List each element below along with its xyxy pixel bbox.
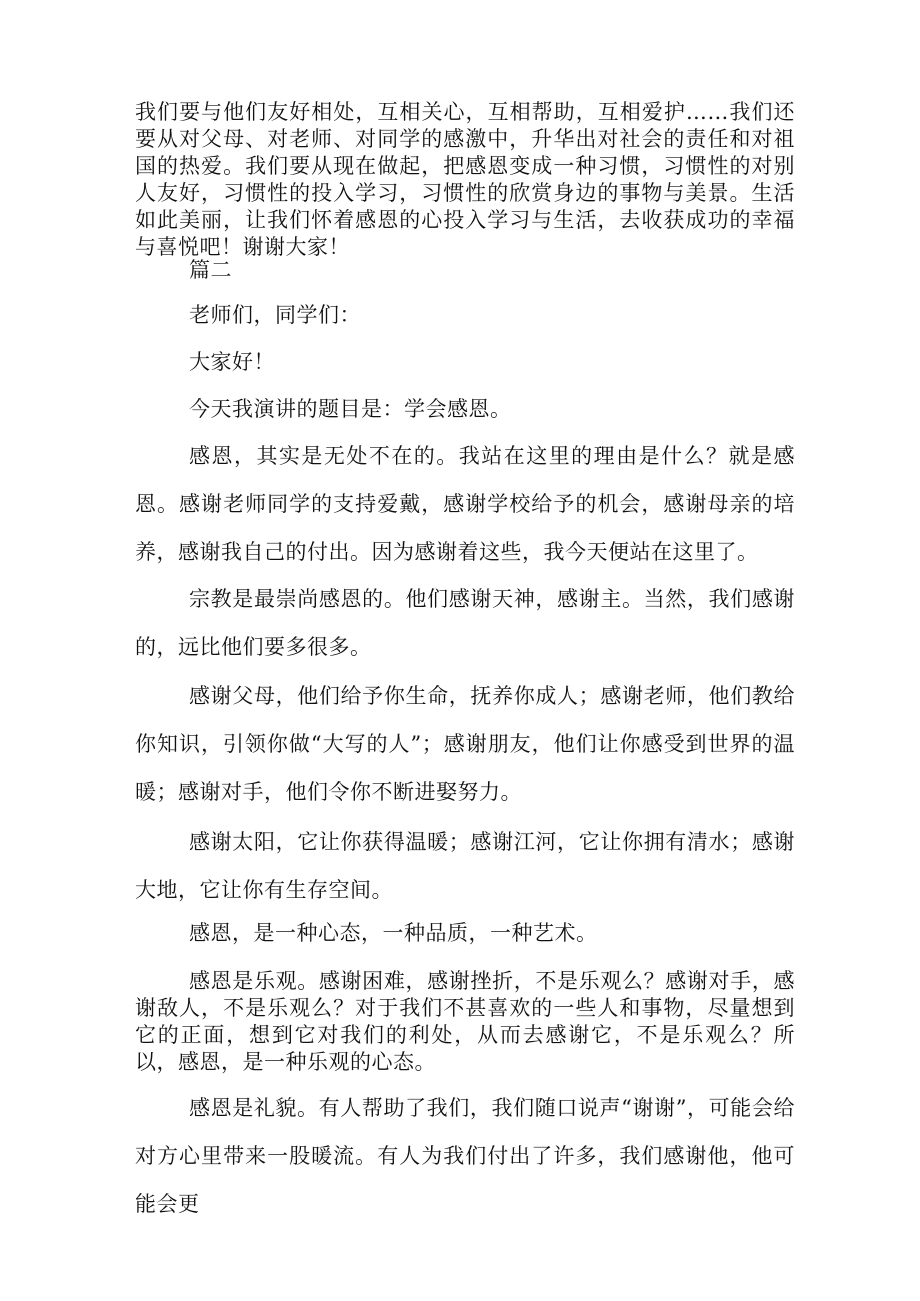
paragraph-courtesy: 感恩是礼貌。有人帮助了我们，我们随口说声“谢谢”，可能会给对方心里带来一股暖流。有人为我们付出了许多，我们感谢他，他可能会更 xyxy=(135,1096,795,1216)
greeting-audience: 老师们，同学们： xyxy=(189,303,361,327)
paragraph-gratitude-everywhere: 感恩，其实是无处不在的。我站在这里的理由是什么？就是感恩。感谢老师同学的支持爱戴，感谢学校给予的机会，感谢母亲的培养，感谢我自己的付出。因为感谢着这些，我今天便站在这里了。 xyxy=(135,444,795,564)
paragraph-thank-parents: 感谢父母，他们给予你生命，抚养你成人；感谢老师，他们教给你知识，引领你做“大写的人”；感谢朋友，他们让你感受到世界的温暖；感谢对手，他们令你不断进娶努力。 xyxy=(135,684,795,804)
speech-topic: 今天我演讲的题目是：学会感恩。 xyxy=(189,397,512,421)
paragraph-attitude: 感恩，是一种心态，一种品质，一种艺术。 xyxy=(189,921,598,945)
paragraph-thank-nature: 感谢太阳，它让你获得温暖；感谢江河，它让你拥有清水；感谢大地，它让你有生存空间。 xyxy=(135,830,795,902)
section-heading: 篇二 xyxy=(189,258,232,282)
paragraph-closing: 我们要与他们友好相处，互相关心，互相帮助，互相爱护……我们还要从对父母、对老师、对同学的感激中，升华出对社会的责任和对祖国的热爱。我们要从现在做起，把感恩变成一种习惯，习惯性的对别人友好，习惯性的投入学习，习惯性的欣赏身边的事物与美景。生活如此美丽，让我们怀着感恩的心投入学习与生活，去收获成功的幸福与喜悦吧！谢谢大家！ xyxy=(135,100,795,259)
paragraph-optimism: 感恩是乐观。感谢困难，感谢挫折，不是乐观么？感谢对手，感谢敌人，不是乐观么？对于我们不甚喜欢的一些人和事物，尽量想到它的正面，想到它对我们的利处，从而去感谢它，不是乐观么？所以，感恩，是一种乐观的心态。 xyxy=(135,969,795,1074)
greeting-hello: 大家好！ xyxy=(189,350,275,374)
paragraph-religion: 宗教是最崇尚感恩的。他们感谢天神，感谢主。当然，我们感谢的，远比他们要多很多。 xyxy=(135,587,795,659)
